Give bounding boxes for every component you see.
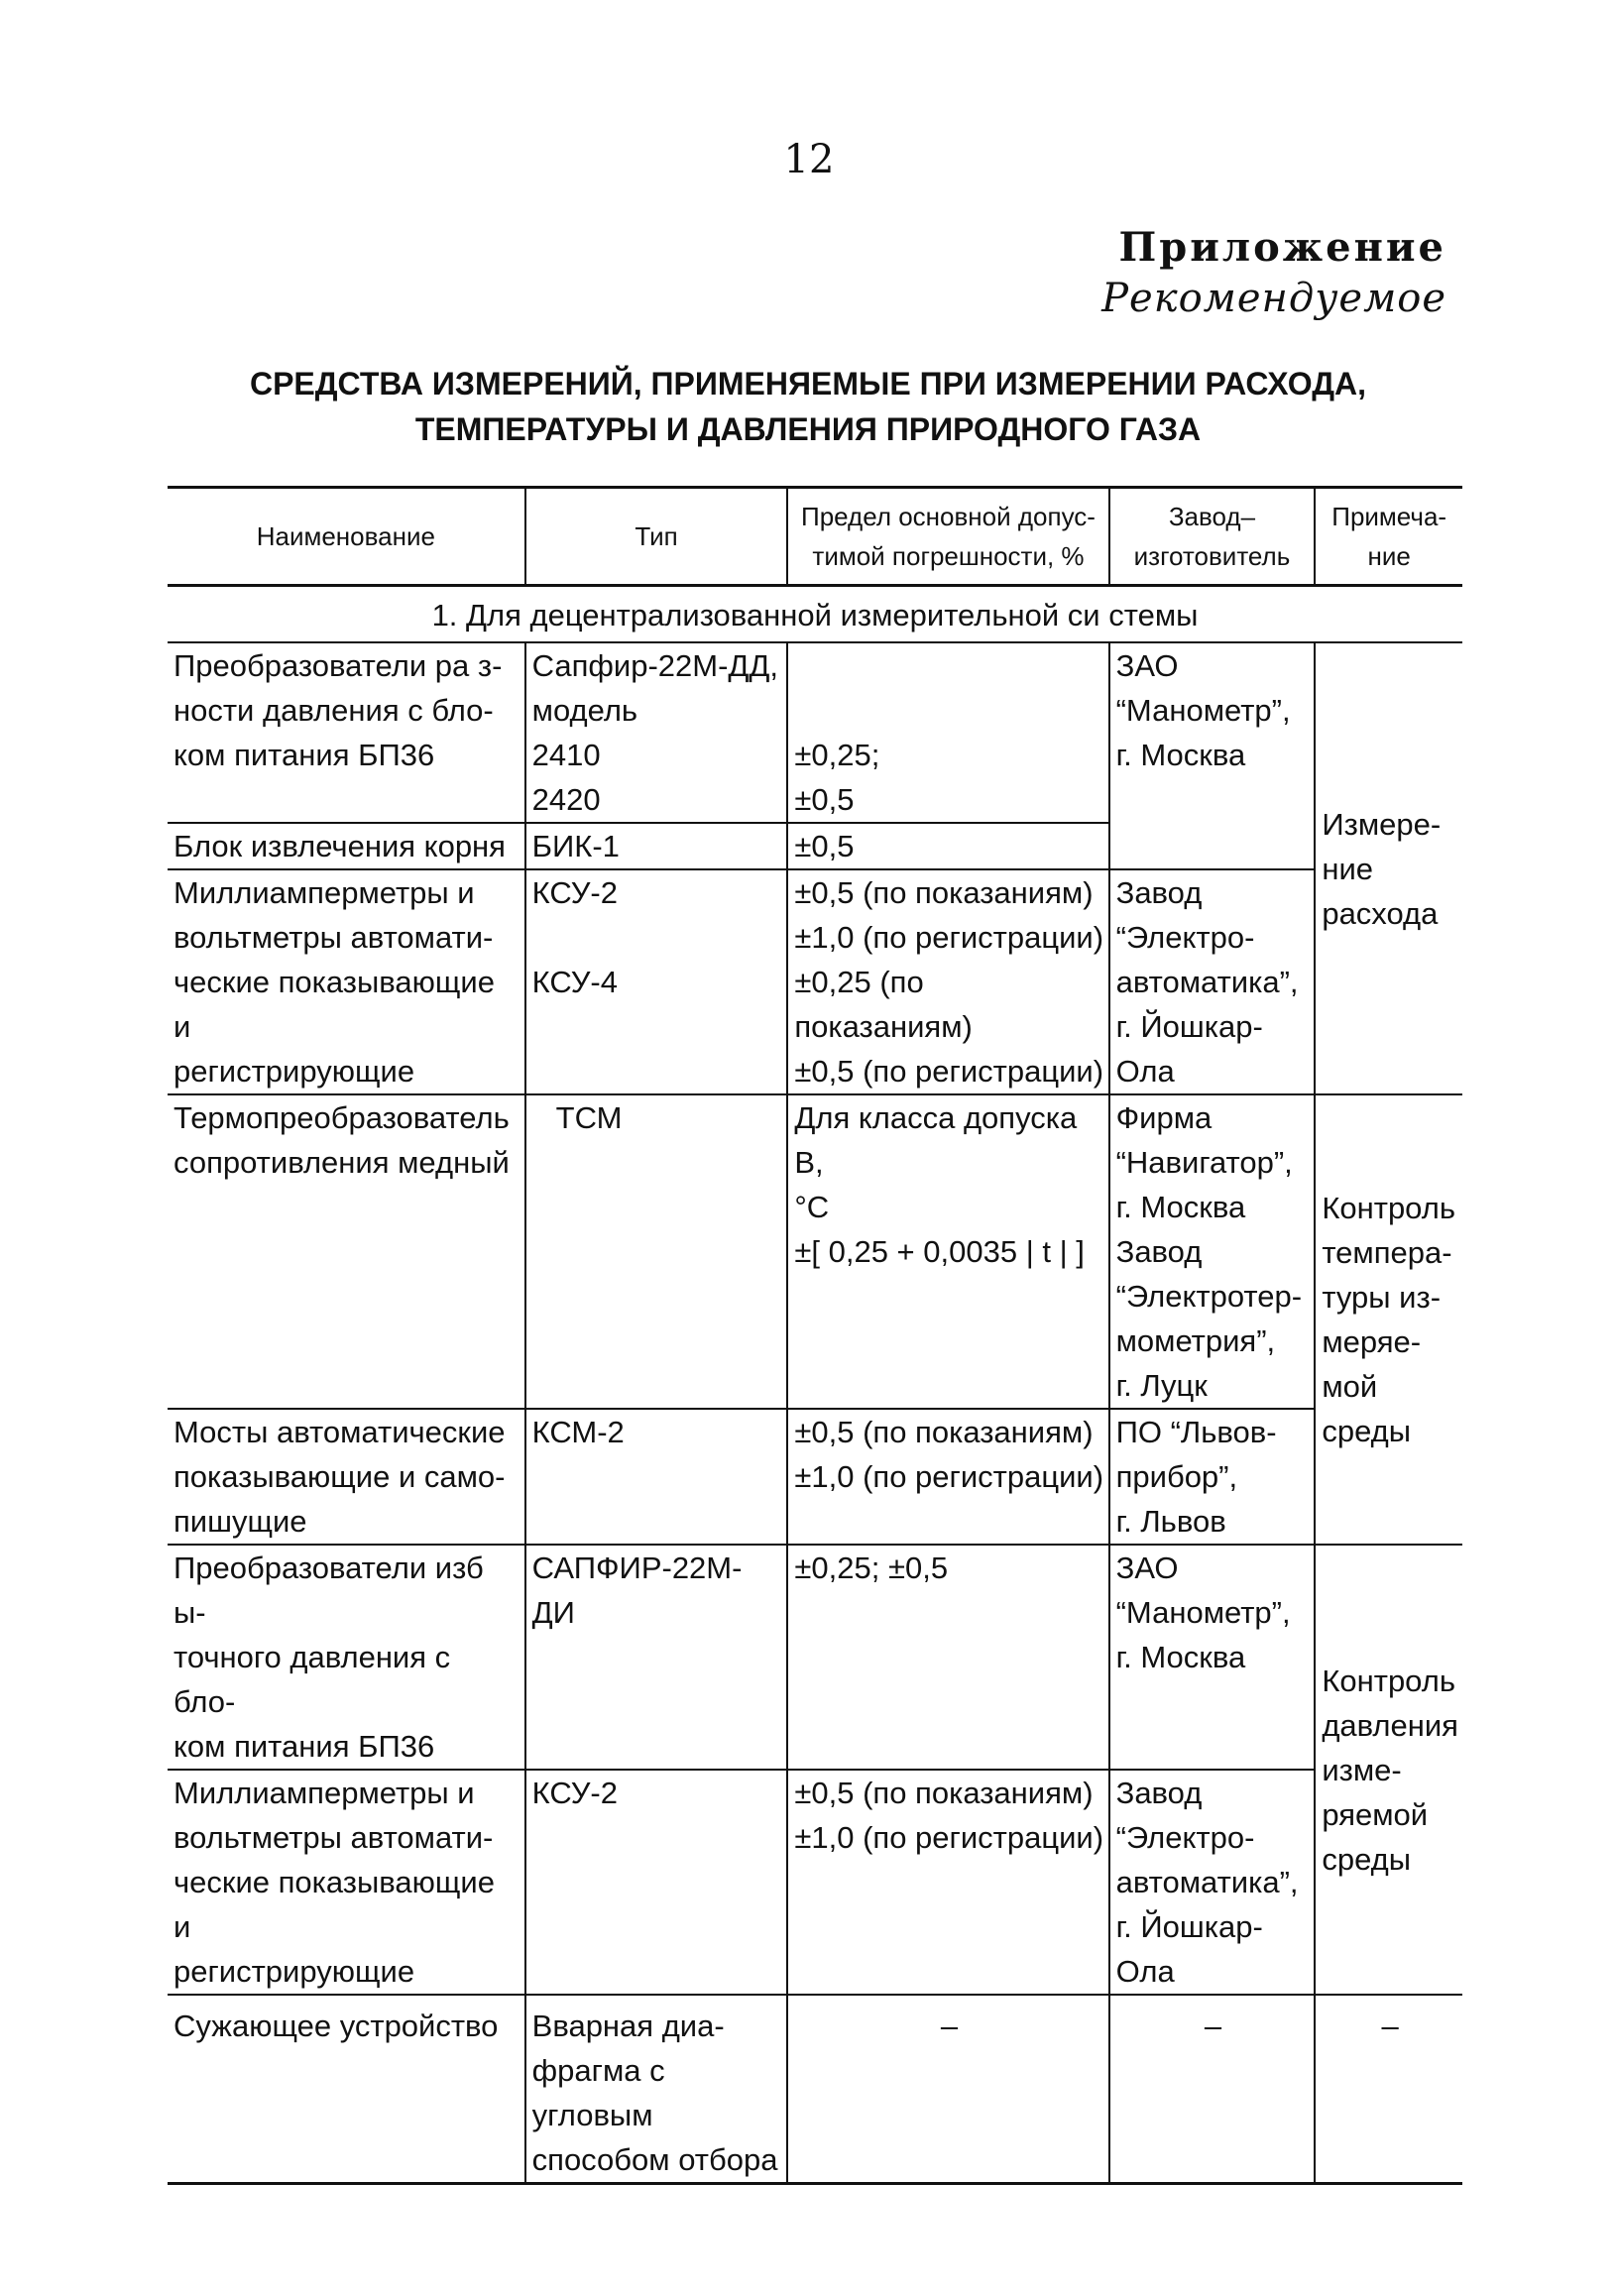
table-row — [168, 1995, 1462, 2184]
table-row — [168, 642, 1462, 823]
table-row — [168, 1545, 1462, 1770]
cell-name: Мосты автоматические показывающие и само- пишущие — [168, 1409, 525, 1545]
cell-manufacturer: ЗАО “Манометр”, г. Москва — [1109, 642, 1316, 869]
table-row — [168, 1094, 1462, 1409]
table-header-row — [168, 488, 1462, 586]
cell-name: Миллиамперметры и вольтметры автомати- ческие показывающие и регистрирующие — [168, 869, 525, 1094]
table-row — [168, 1770, 1462, 1995]
cell-manufacturer: – — [1109, 1995, 1316, 2184]
cell-type: БИК-1 — [525, 823, 788, 869]
cell-type: ТСМ — [525, 1094, 788, 1409]
header-note: Примеча- ние — [1315, 488, 1462, 586]
cell-manufacturer: ПО “Львов- прибор”, г. Львов — [1109, 1409, 1316, 1545]
cell-note: – — [1315, 1995, 1462, 2184]
page-number: 12 — [783, 137, 835, 182]
note-pressure: Контроль давления изме- ряемой среды — [1315, 1545, 1462, 1995]
cell-error: ±0,5 — [787, 823, 1108, 869]
cell-name: Преобразователи изб ы- точного давления с бло- ком питания БП36 — [168, 1545, 525, 1770]
cell-error: ±0,25; ±0,5 — [787, 1545, 1108, 1770]
note-temperature: Контроль темпера- туры из- меряе- мой среды — [1315, 1094, 1462, 1545]
cell-name: Сужающее устройство — [168, 1995, 525, 2184]
cell-name: Термопреобразователь сопротивления медный — [168, 1094, 525, 1409]
cell-type: Вварная диа- фрагма с угловым способом отбора — [525, 1995, 788, 2184]
appendix-label: Приложение — [1118, 224, 1446, 271]
cell-name: Преобразователи ра з- ности давления с бло- ком питания БП36 — [168, 642, 525, 823]
cell-error: ±0,5 (по показаниям) ±1,0 (по регистрации) — [787, 1409, 1108, 1545]
instruments-table — [168, 486, 1462, 2185]
cell-error: ±0,5 (по показаниям) ±1,0 (по регистрации) ±0,25 (по показаниям) ±0,5 (по регистрации) — [787, 869, 1108, 1094]
cell-name: Миллиамперметры и вольтметры автомати- ческие показывающие и регистрирующие — [168, 1770, 525, 1995]
cell-type: КСМ-2 — [525, 1409, 788, 1545]
header-error-limit: Предел основной допус- тимой погрешности, % — [787, 488, 1108, 586]
cell-manufacturer: ЗАО “Манометр”, г. Москва — [1109, 1545, 1316, 1770]
cell-error: – — [787, 1995, 1108, 2184]
table-row — [168, 869, 1462, 1094]
cell-manufacturer: Завод “Электро- автоматика”, г. Йошкар- Ола — [1109, 869, 1316, 1094]
header-type: Тип — [525, 488, 788, 586]
header-name: Наименование — [168, 488, 525, 586]
note-flow: Измере- ние расхода — [1315, 642, 1462, 1094]
cell-error: ±0,25; ±0,5 — [787, 642, 1108, 823]
title-line-1: СРЕДСТВА ИЗМЕРЕНИЙ, ПРИМЕНЯЕМЫЕ ПРИ ИЗМЕРЕНИИ РАСХОДА, — [249, 366, 1367, 402]
cell-error: Для класса допуска В, °С ±[ 0,25 + 0,0035 | t | ] — [787, 1094, 1108, 1409]
header-manufacturer: Завод– изготовитель — [1109, 488, 1316, 586]
cell-type: КСУ-2 — [525, 1770, 788, 1995]
section-title: 1. Для децентрализованной измерительной си стемы — [168, 586, 1462, 643]
cell-name: Блок извлечения корня — [168, 823, 525, 869]
cell-error: ±0,5 (по показаниям) ±1,0 (по регистрации) — [787, 1770, 1108, 1995]
cell-type: САПФИР-22М-ДИ — [525, 1545, 788, 1770]
title-line-2: ТЕМПЕРАТУРЫ И ДАВЛЕНИЯ ПРИРОДНОГО ГАЗА — [414, 411, 1202, 447]
section-row — [168, 586, 1462, 643]
table-row — [168, 1409, 1462, 1545]
document-title — [169, 361, 1447, 452]
appendix-status: Рекомендуемое — [1101, 276, 1446, 321]
cell-manufacturer: Завод “Электро- автоматика”, г. Йошкар- Ола — [1109, 1770, 1316, 1995]
cell-type: КСУ-2 КСУ-4 — [525, 869, 788, 1094]
cell-type: Сапфир-22М-ДД, модель 2410 2420 — [525, 642, 788, 823]
cell-manufacturer: Фирма “Навигатор”, г. Москва Завод “Электротер- мометрия”, г. Луцк — [1109, 1094, 1316, 1409]
